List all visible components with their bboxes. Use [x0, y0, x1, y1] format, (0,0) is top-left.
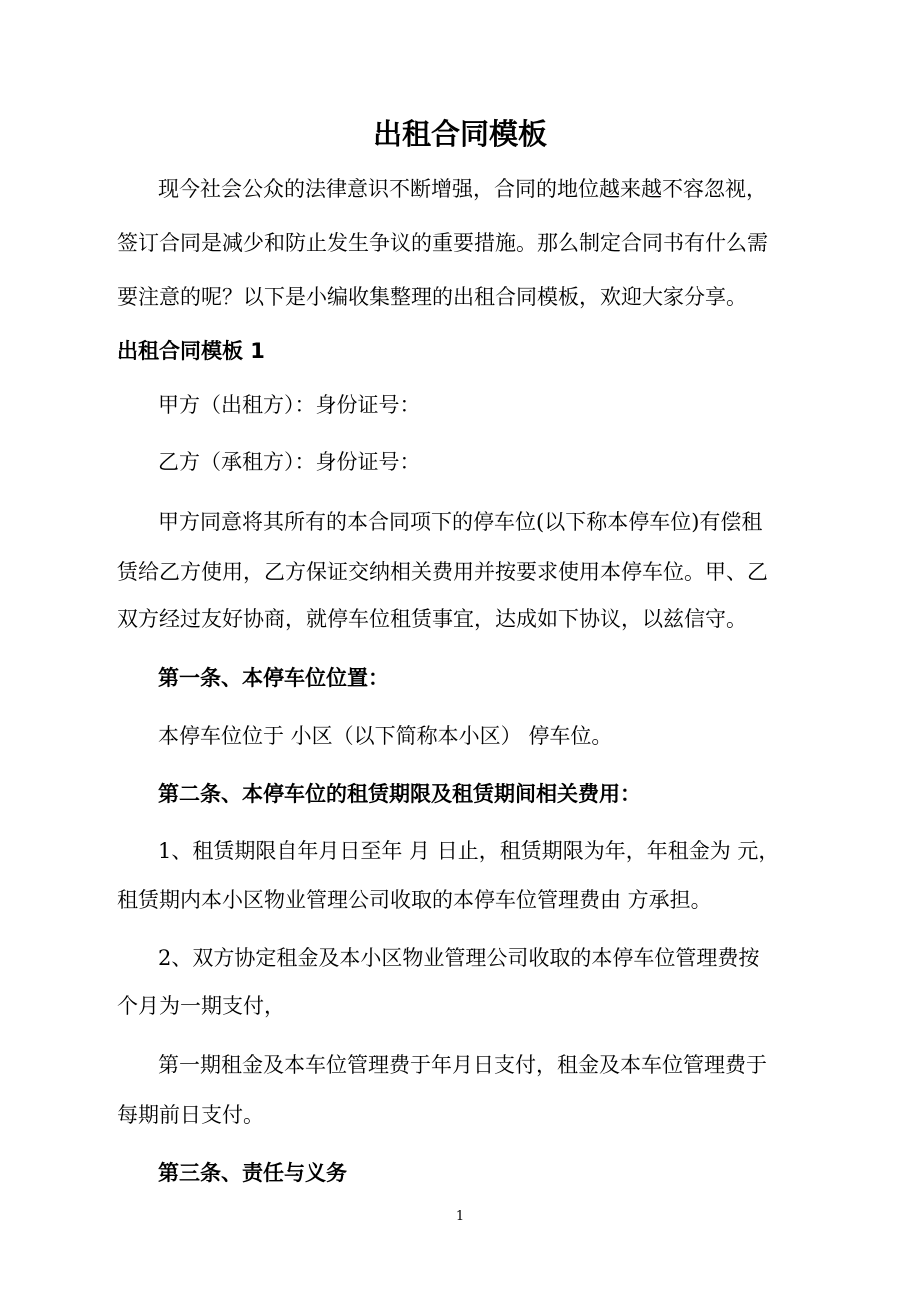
clause-2-line-1: 2、双方协定租金及本小区物业管理公司收取的本停车位管理费按 — [158, 946, 760, 970]
section-heading: 出租合同模板 1 — [117, 339, 265, 363]
party-a-line: 甲方（出租方）：身份证号： — [158, 393, 421, 417]
clause-1-line-1: 1、租赁期限自年月日至年 月 日止，租赁期限为年，年租金为 元， — [158, 839, 780, 863]
payment-line-2: 每期前日支付。 — [117, 1103, 264, 1127]
page-number: 1 — [455, 1209, 465, 1224]
article-2-heading: 第二条、本停车位的租赁期限及租赁期间相关费用： — [158, 782, 641, 806]
intro-line-2: 签订合同是减少和防止发生争议的重要措施。那么制定合同书有什么需 — [117, 231, 768, 255]
clause-1-line-2: 租赁期内本小区物业管理公司收取的本停车位管理费由 方承担。 — [117, 888, 712, 912]
agreement-line-3: 双方经过友好协商，就停车位租赁事宜，达成如下协议，以兹信守。 — [117, 607, 747, 631]
party-b-line: 乙方（承租方）：身份证号： — [158, 450, 421, 474]
clause-2-line-2: 个月为一期支付， — [117, 994, 285, 1018]
article-1-heading: 第一条、本停车位位置： — [158, 666, 389, 690]
agreement-line-1: 甲方同意将其所有的本合同项下的停车位(以下称本停车位)有偿租 — [158, 510, 763, 534]
intro-line-3: 要注意的呢？以下是小编收集整理的出租合同模板，欢迎大家分享。 — [117, 285, 747, 309]
article-3-heading: 第三条、责任与义务 — [158, 1161, 347, 1185]
article-1-text: 本停车位位于 小区（以下简称本小区） 停车位。 — [158, 724, 613, 748]
intro-line-1: 现今社会公众的法律意识不断增强，合同的地位越来越不容忽视， — [158, 177, 767, 201]
agreement-line-2: 赁给乙方使用，乙方保证交纳相关费用并按要求使用本停车位。甲、乙 — [117, 560, 768, 584]
document-title: 出租合同模板 — [372, 117, 547, 151]
payment-line-1: 第一期租金及本车位管理费于年月日支付，租金及本车位管理费于 — [158, 1053, 767, 1077]
